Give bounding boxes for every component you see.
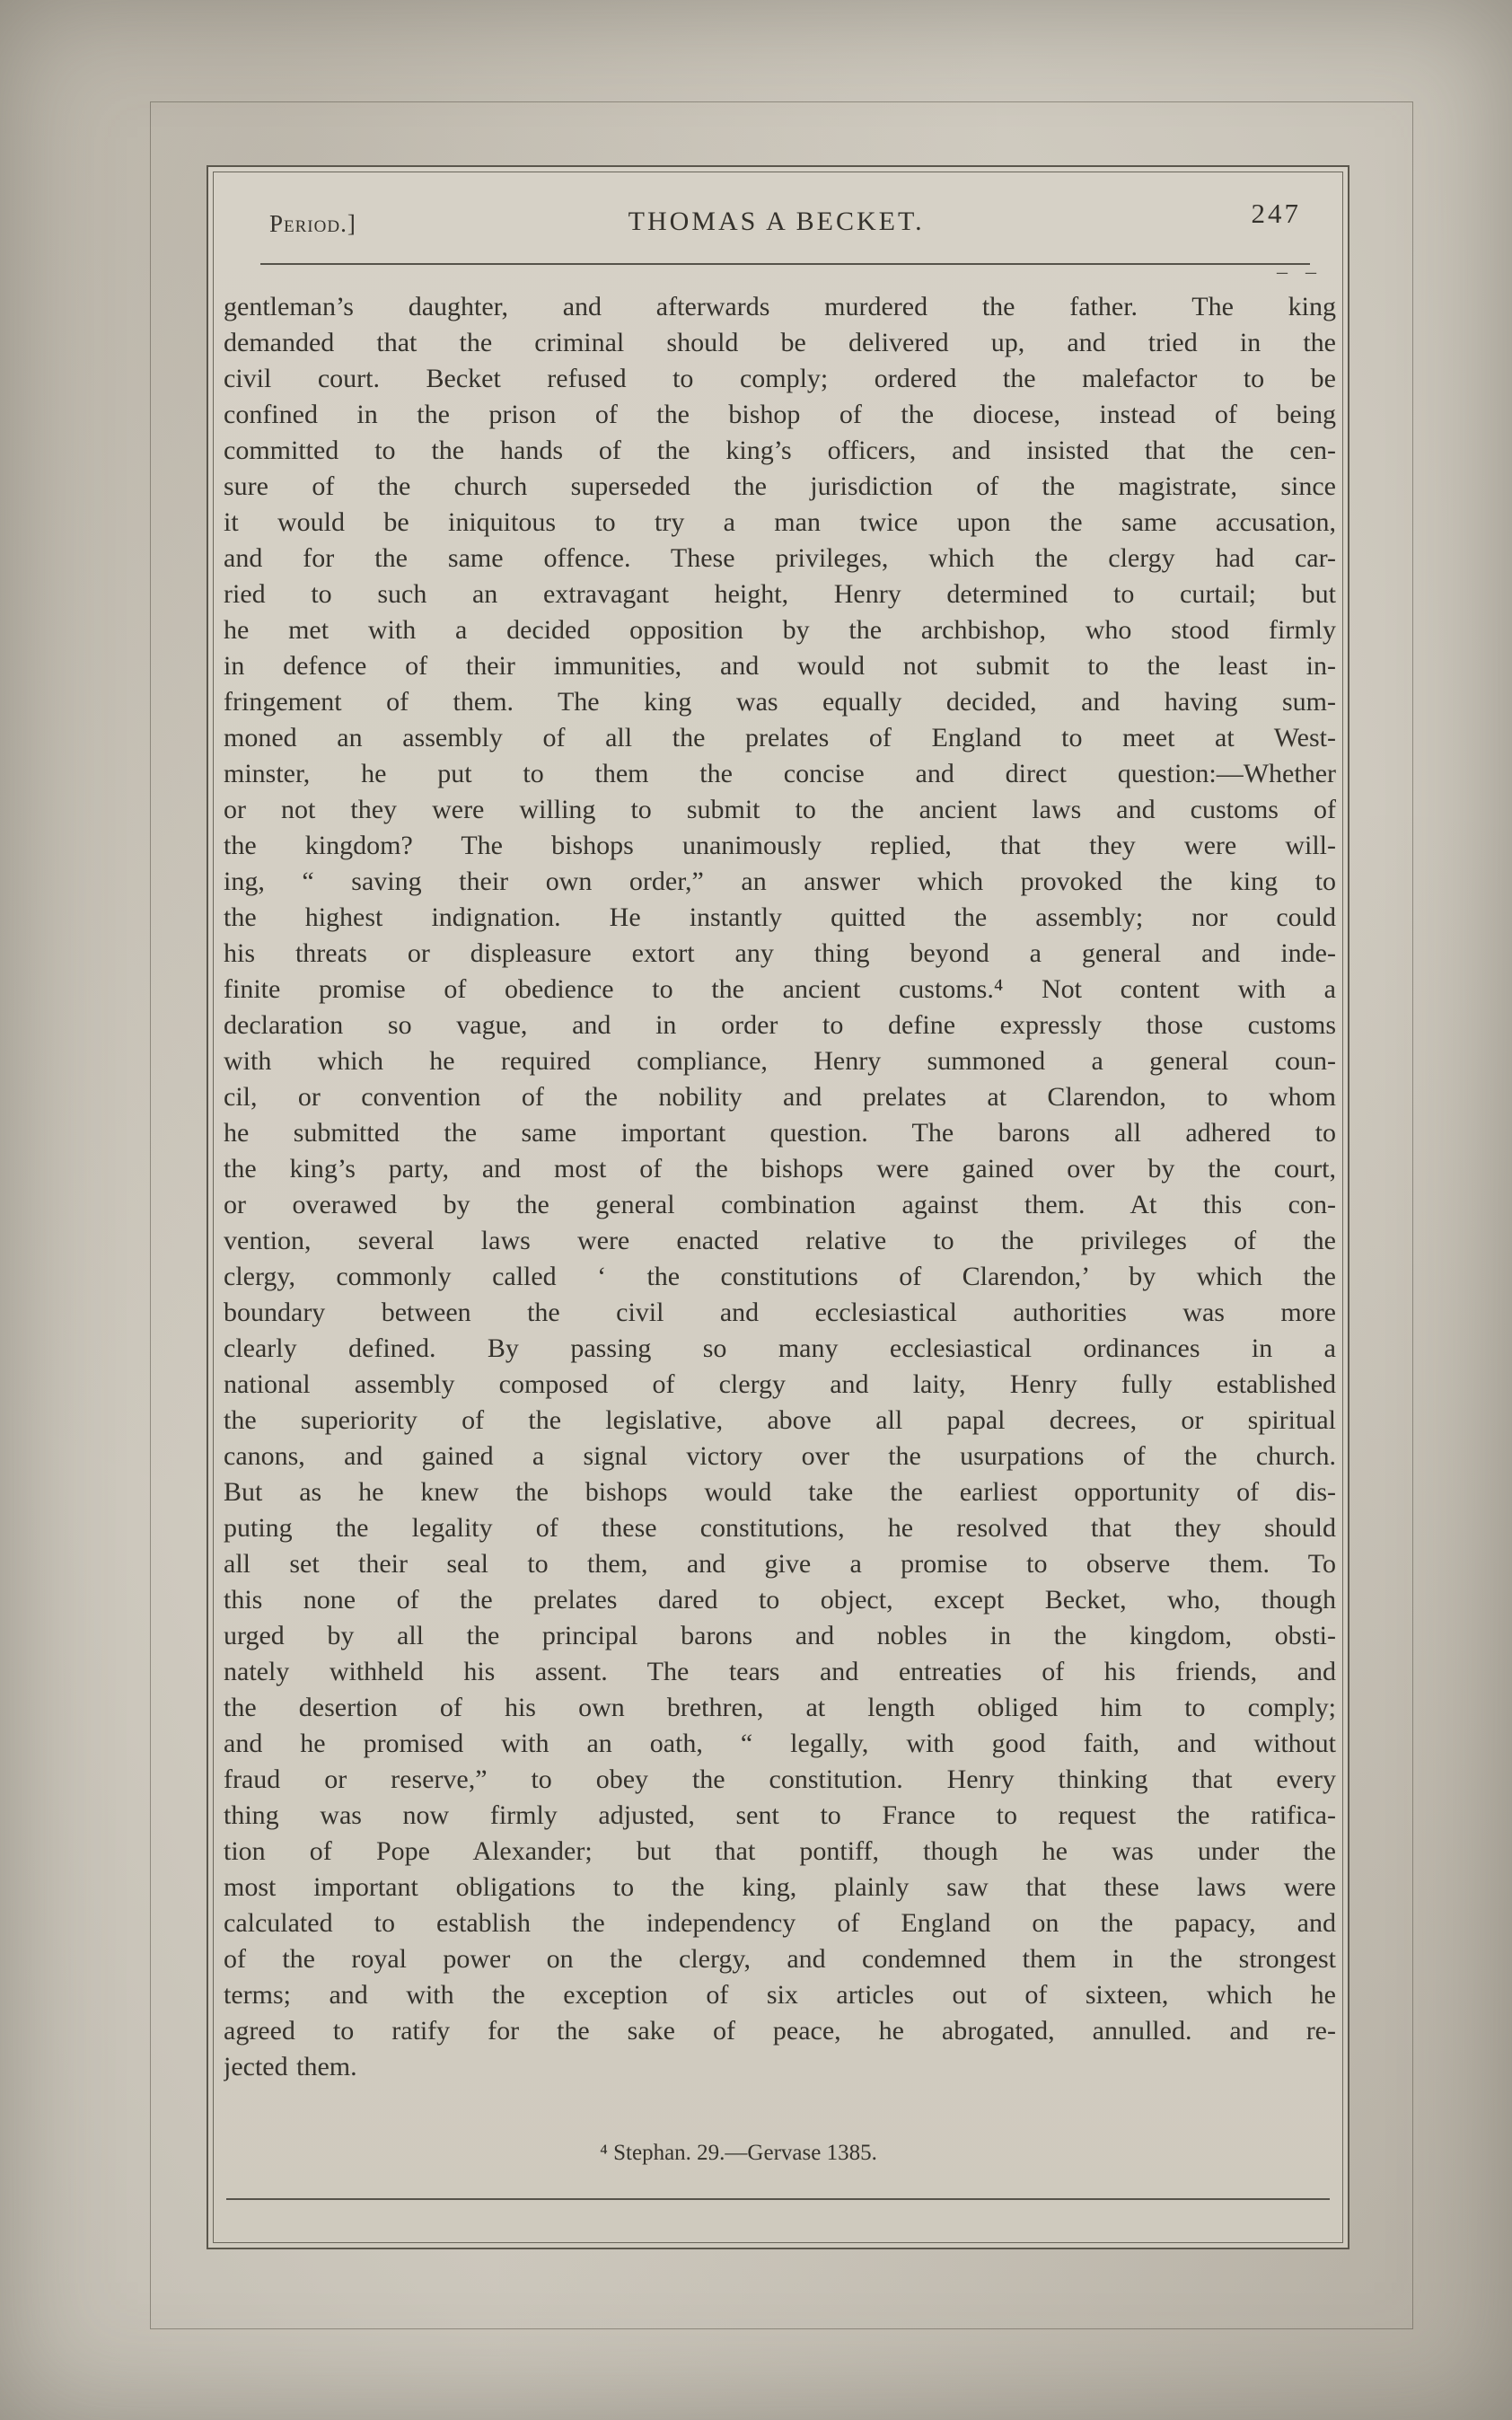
body-line: nately withheld his assent. The tears and entreaties of his friends, and — [224, 1657, 1336, 1686]
body-line: the kingdom? The bishops unanimously replied, that they were will- — [224, 831, 1336, 860]
header-divider — [260, 263, 1310, 265]
body-line: the desertion of his own brethren, at length obliged him to comply; — [224, 1693, 1336, 1722]
body-line: in defence of their immunities, and would not submit to the least in- — [224, 651, 1336, 681]
body-line: or not they were willing to submit to the ancient laws and customs of — [224, 795, 1336, 824]
body-line: tion of Pope Alexander; but that pontiff, though he was under the — [224, 1836, 1336, 1866]
body-line: of the royal power on the clergy, and condemned them in the strongest — [224, 1944, 1336, 1974]
running-header-section: Period.] — [269, 210, 356, 237]
body-line: ried to such an extravagant height, Henry determined to curtail; but — [224, 579, 1336, 609]
body-line: fringement of them. The king was equally decided, and having sum- — [224, 687, 1336, 717]
body-line: moned an assembly of all the prelates of England to meet at West- — [224, 723, 1336, 752]
text-frame — [207, 165, 1349, 2249]
body-line: fraud or reserve,” to obey the constitution. Henry thinking that every — [224, 1764, 1336, 1794]
body-line: his threats or displeasure extort any thing beyond a general and inde- — [224, 938, 1336, 968]
body-line: vention, several laws were enacted relative to the privileges of the — [224, 1226, 1336, 1255]
body-line: clearly defined. By passing so many ecclesiastical ordinances in a — [224, 1333, 1336, 1363]
page-title: THOMAS A BECKET. — [628, 207, 925, 236]
body-line: and he promised with an oath, “ legally, with good faith, and without — [224, 1729, 1336, 1758]
body-line: terms; and with the exception of six articles out of sixteen, which he — [224, 1980, 1336, 2010]
body-line: this none of the prelates dared to object, except Becket, who, though — [224, 1585, 1336, 1615]
body-line: ing, “ saving their own order,” an answer which provoked the king to — [224, 867, 1336, 896]
body-line: thing was now firmly adjusted, sent to France to request the ratifica- — [224, 1800, 1336, 1830]
body-line: civil court. Becket refused to comply; ordered the malefactor to be — [224, 364, 1336, 393]
page-number: 247 — [1251, 198, 1301, 229]
body-line: finite promise of obedience to the ancient customs.⁴ Not content with a — [224, 974, 1336, 1004]
body-line: clergy, commonly called ‘ the constitutions of Clarendon,’ by which the — [224, 1262, 1336, 1291]
margin-dash-artifact: – – — [1277, 260, 1323, 284]
body-line: it would be iniquitous to try a man twice upon the same accusation, — [224, 507, 1336, 537]
body-line: calculated to establish the independency of England on the papacy, and — [224, 1908, 1336, 1938]
body-line: confined in the prison of the bishop of the diocese, instead of being — [224, 400, 1336, 429]
body-line: declaration so vague, and in order to define expressly those customs — [224, 1010, 1336, 1040]
body-line: with which he required compliance, Henry summoned a general coun- — [224, 1046, 1336, 1076]
body-line: committed to the hands of the king’s officers, and insisted that the cen- — [224, 436, 1336, 465]
body-line: minster, he put to them the concise and direct question:—Whether — [224, 759, 1336, 788]
body-line: the king’s party, and most of the bishops were gained over by the court, — [224, 1154, 1336, 1184]
body-line: demanded that the criminal should be delivered up, and tried in the — [224, 328, 1336, 357]
body-line: or overawed by the general combination against them. At this con- — [224, 1190, 1336, 1219]
footnote: ⁴ Stephan. 29.—Gervase 1385. — [600, 2141, 877, 2165]
body-line: puting the legality of these constitutions, he resolved that they should — [224, 1513, 1336, 1543]
body-line: agreed to ratify for the sake of peace, he abrogated, annulled. and re- — [224, 2016, 1336, 2046]
body-line: national assembly composed of clergy and laity, Henry fully established — [224, 1369, 1336, 1399]
body-line: and for the same offence. These privileges, which the clergy had car- — [224, 543, 1336, 573]
body-line: he met with a decided opposition by the archbishop, who stood firmly — [224, 615, 1336, 645]
body-line: jected them. — [224, 2052, 357, 2081]
body-line: gentleman’s daughter, and afterwards murdered the father. The king — [224, 292, 1336, 321]
body-line: But as he knew the bishops would take the earliest opportunity of dis- — [224, 1477, 1336, 1507]
body-line: most important obligations to the king, plainly saw that these laws were — [224, 1872, 1336, 1902]
footer-divider — [226, 2198, 1330, 2200]
body-line: canons, and gained a signal victory over the usurpations of the church. — [224, 1441, 1336, 1471]
running-header — [269, 198, 1301, 241]
body-text — [224, 289, 1336, 2085]
body-line: the highest indignation. He instantly quitted the assembly; nor could — [224, 902, 1336, 932]
body-line: boundary between the civil and ecclesiastical authorities was more — [224, 1298, 1336, 1327]
body-line: sure of the church superseded the jurisdiction of the magistrate, since — [224, 471, 1336, 501]
body-line: all set their seal to them, and give a promise to observe them. To — [224, 1549, 1336, 1579]
body-line: he submitted the same important question. The barons all adhered to — [224, 1118, 1336, 1148]
body-line: cil, or convention of the nobility and prelates at Clarendon, to whom — [224, 1082, 1336, 1112]
body-line: urged by all the principal barons and nobles in the kingdom, obsti- — [224, 1621, 1336, 1650]
body-line: the superiority of the legislative, above all papal decrees, or spiritual — [224, 1405, 1336, 1435]
